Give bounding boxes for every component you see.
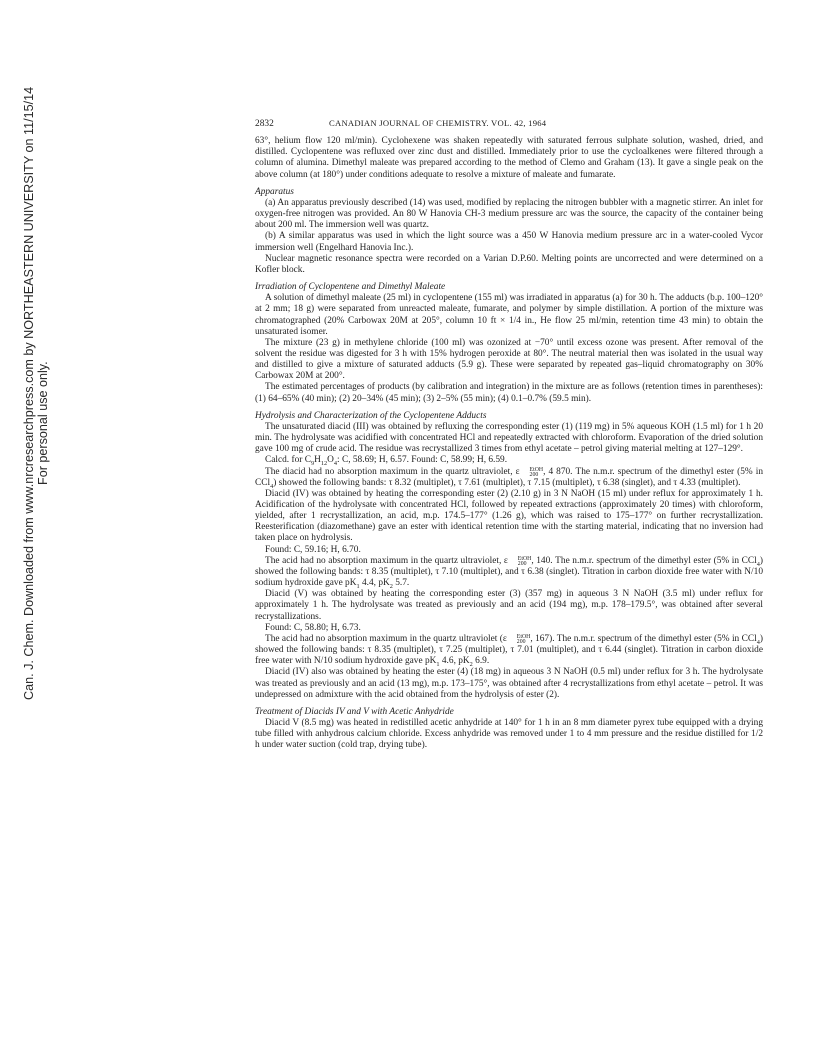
epsilon-sup-2: EtOH: [517, 555, 532, 562]
p2-text-c: ) showed the following bands: τ 8.32 (multiplet), τ 7.61 (multiplet), τ 7.15 (multiplet), τ 6.38 (singlet), and τ 4.33 (multiplet).: [273, 477, 741, 488]
hydrolysis-paragraph-3: Diacid (IV) was obtained by heating the corresponding ester (2) (2.10 g) in 3 N NaOH (15 ml) under reflux for approximately 1 h. Acidification of the hydrolysate with concentrated HCl, followed by repeated extractions (approximately 20 times) with chloroform, yielded, after 1 recrystallization, an acid, m.p. 174.5–177° (1.26 g), which was raised to 175–177° on further recrystallization. Reesterification (diazomethane) gave an ester with identical retention time with the starting material, indicating that no inversion had taken place on hydrolysis.: [255, 488, 763, 544]
p6-text-d: 4.6, pK: [439, 656, 470, 667]
epsilon-sub-3: 200: [516, 638, 526, 645]
section-title-irradiation: Irradiation of Cyclopentene and Dimethyl Maleate: [255, 282, 446, 293]
section-title-apparatus: Apparatus: [255, 186, 294, 197]
download-notice-line-2: For personal use only.: [36, 361, 50, 485]
journal-title: CANADIAN JOURNAL OF CHEMISTRY. VOL. 42, 1964: [329, 118, 547, 128]
ccl4-sub-2: 4: [756, 560, 760, 568]
p4-text-d: 4.4, pK: [359, 578, 390, 589]
epsilon-indices-2: [508, 557, 532, 567]
apparatus-paragraph-a: (a) An apparatus previously described (14) was used, modified by replacing the nitrogen bubbler with a magnetic stirrer. An inlet for oxygen-free nitrogen was provided. An 80 W Hanovia CH-3 medium pressure arc was the source, the capacity of the container being about 200 ml. The immersion well was quartz.: [255, 197, 763, 231]
hydrolysis-paragraph-4: [255, 556, 763, 589]
pk1-sub-3: 1: [436, 661, 440, 669]
epsilon-sub-1: 200: [529, 471, 539, 478]
irradiation-paragraph-1: A solution of dimethyl maleate (25 ml) in cyclopentene (155 ml) was irradiated in apparatus (a) for 30 h. The adducts (b.p. 100–120° at 2 mm; 18 g) were separated from unreacted maleate, fumarate, and polymer by simple distillation. A portion of the mixture was chromatographed (20% Carbowax 20M at 205°, column 10 ft × 1/4 in., He flow 25 ml/min, retention time 43 min) to obtain the unsaturated isomer.: [255, 293, 763, 337]
hydrolysis-paragraph-2: [255, 467, 763, 489]
p6-text-e: 6.9.: [472, 656, 490, 667]
ccl4-sub-3: 4: [756, 638, 760, 646]
calcd-sub-c: 9: [310, 460, 315, 468]
p4-text-b: , 140. The n.m.r. spectrum of the dimethyl ester (5% in CCl: [531, 555, 757, 566]
p6-text-c: ) showed the following bands: τ 8.35 (multiplet), τ 7.25 (multiplet), τ 7.01 (multiplet), and τ 6.44 (singlet). Titration in carbon dioxide free water with N/10 sodium hydroxide gave pK: [255, 633, 763, 667]
calculated-analysis: [255, 455, 763, 466]
section-title-hydrolysis: Hydrolysis and Characterization of the Cyclopentene Adducts: [255, 410, 487, 421]
apparatus-paragraph-nmr: Nuclear magnetic resonance spectra were recorded on a Varian D.P.60. Melting points are uncorrected and were determined on a Kofler block.: [255, 253, 763, 275]
epsilon-indices-3: [507, 635, 531, 645]
calcd-text: Calcd. for C: [265, 455, 311, 466]
running-head: [255, 118, 763, 130]
treatment-paragraph-1: Diacid V (8.5 mg) was heated in redistilled acetic anhydride at 140° for 1 h in an 8 mm diameter pyrex tube equipped with a drying tube filled with anhydrous calcium chloride. Excess anhydride was removed under 1 to 4 mm pressure and the residue distilled for 1/2 h under water suction (cold trap, drying tube).: [255, 717, 763, 751]
p2-text-a: The diacid had no absorption maximum in the quartz ultraviolet, ε: [265, 466, 520, 477]
opening-paragraph: 63°, helium flow 120 ml/min). Cyclohexene was shaken repeatedly with saturated ferrous sulphate solution, washed, dried, and distilled. Cyclopentene was refluxed over zinc dust and distilled. Immediately prior to use the cycloalkenes were filtered through a column of alumina. Dimethyl maleate was prepared according to the method of Clemo and Graham (13). It gave a single peak on the above column (at 180°) under conditions adequate to resolve a mixture of maleate and fumarate.: [255, 136, 763, 180]
epsilon-sub-2: 200: [517, 560, 527, 567]
p4-text-e: 5.7.: [392, 578, 410, 589]
p6-text-b: , 167). The n.m.r. spectrum of the dimethyl ester (5% in CCl: [530, 633, 757, 644]
hydrolysis-paragraph-1: The unsaturated diacid (III) was obtained by refluxing the corresponding ester (1) (119 mg) in 5% aqueous KOH (1.5 ml) for 1 h 20 min. The hydrolysate was acidified with concentrated HCl and repeatedly extracted with chloroform. Evaporation of the dried solution gave 100 mg of crude acid. The residue was recrystallized 3 times from ethyl acetate – petrol giving material melting at 127–129°.: [255, 421, 763, 455]
p4-text-c: ) showed the following bands: τ 8.35 (multiplet), τ 7.10 (multiplet), and τ 6.38 (singlet). Titration in carbon dioxide free water with N/10 sodium hydroxide gave pK: [255, 555, 763, 589]
calcd-values: : C, 58.69; H, 6.57. Found: C, 58.99; H, 6.59.: [337, 455, 508, 466]
calcd-sub-h: 12: [320, 460, 328, 468]
download-notice-line-1: Can. J. Chem. Downloaded from www.nrcresearchpress.com by NORTHEASTERN UNIVERSITY on 11/15/14: [22, 86, 36, 700]
calcd-text-o: O: [327, 455, 334, 466]
pk2-sub-2: 2: [389, 582, 393, 590]
irradiation-paragraph-2: The mixture (23 g) in methylene chloride (100 ml) was ozonized at −70° until excess ozone was present. After removal of the solvent the residue was digested for 3 h with 15% hydrogen peroxide at 80°. The neutral material then was isolated in the usual way and distilled to give a mixture of saturated adducts (5.9 g). These were separated by repeated gas–liquid chromatography on 30% Carbowax 20M at 200°.: [255, 337, 763, 382]
pk2-sub-3: 2: [469, 661, 473, 669]
epsilon-sup-1: EtOH: [529, 466, 544, 473]
found-analysis-1: Found: C, 59.16; H, 6.70.: [265, 544, 361, 555]
ccl4-sub-1: 4: [270, 482, 274, 490]
journal-page: [255, 118, 763, 751]
hydrolysis-paragraph-7: Diacid (IV) also was obtained by heating the ester (4) (18 mg) in aqueous 3 N NaOH (0.5 ml) under reflux for 3 h. The hydrolysate was treated as previously and an acid (13 mg), m.p. 173–175°, was obtained after 4 recrystallizations from ethyl acetate – petrol. It was undepressed on admixture with the acid obtained from the hydrolysis of ester (2).: [255, 667, 763, 700]
page-number: 2832: [255, 119, 274, 129]
irradiation-paragraph-3: The estimated percentages of products (by calibration and integration) in the mixture are as follows (retention times in parentheses): (1) 64–65% (40 min); (2) 20–34% (45 min); (3) 2–5% (55 min); (4) 0.1–0.7% (59.5 min).: [255, 382, 763, 404]
epsilon-indices-1: [520, 468, 544, 478]
hydrolysis-paragraph-5: Diacid (V) was obtained by heating the corresponding ester (3) (357 mg) in aqueous 3 N NaOH (3.5 ml) under reflux for approximately 1 h. The hydrolysate was treated as previously and an acid (194 mg), m.p. 178–179.5°, was obtained after several recrystallizations.: [255, 589, 763, 622]
apparatus-paragraph-b: (b) A similar apparatus was used in which the light source was a 450 W Hanovia medium pressure arc in a water-cooled Vycor immersion well (Engelhard Hanovia Inc.).: [255, 231, 763, 253]
calcd-text-h: H: [314, 455, 321, 466]
p6-text-a: The acid had no absorption maximum in the quartz ultraviolet (ε: [265, 633, 507, 644]
download-notice: [0, 0, 60, 1053]
hydrolysis-paragraph-6: [255, 634, 763, 667]
epsilon-sup-3: EtOH: [516, 633, 531, 640]
pk1-sub-2: 1: [356, 582, 360, 590]
section-title-treatment: Treatment of Diacids IV and V with Acetic Anhydride: [255, 706, 454, 717]
p2-text-b: , 4 870. The n.m.r. spectrum of the dimethyl ester (5% in CCl: [255, 466, 764, 488]
p4-text-a: The acid had no absorption maximum in the quartz ultraviolet, ε: [265, 555, 508, 566]
calcd-sub-o: 4: [333, 460, 338, 468]
found-analysis-2: Found: C, 58.80; H, 6.73.: [265, 622, 361, 633]
